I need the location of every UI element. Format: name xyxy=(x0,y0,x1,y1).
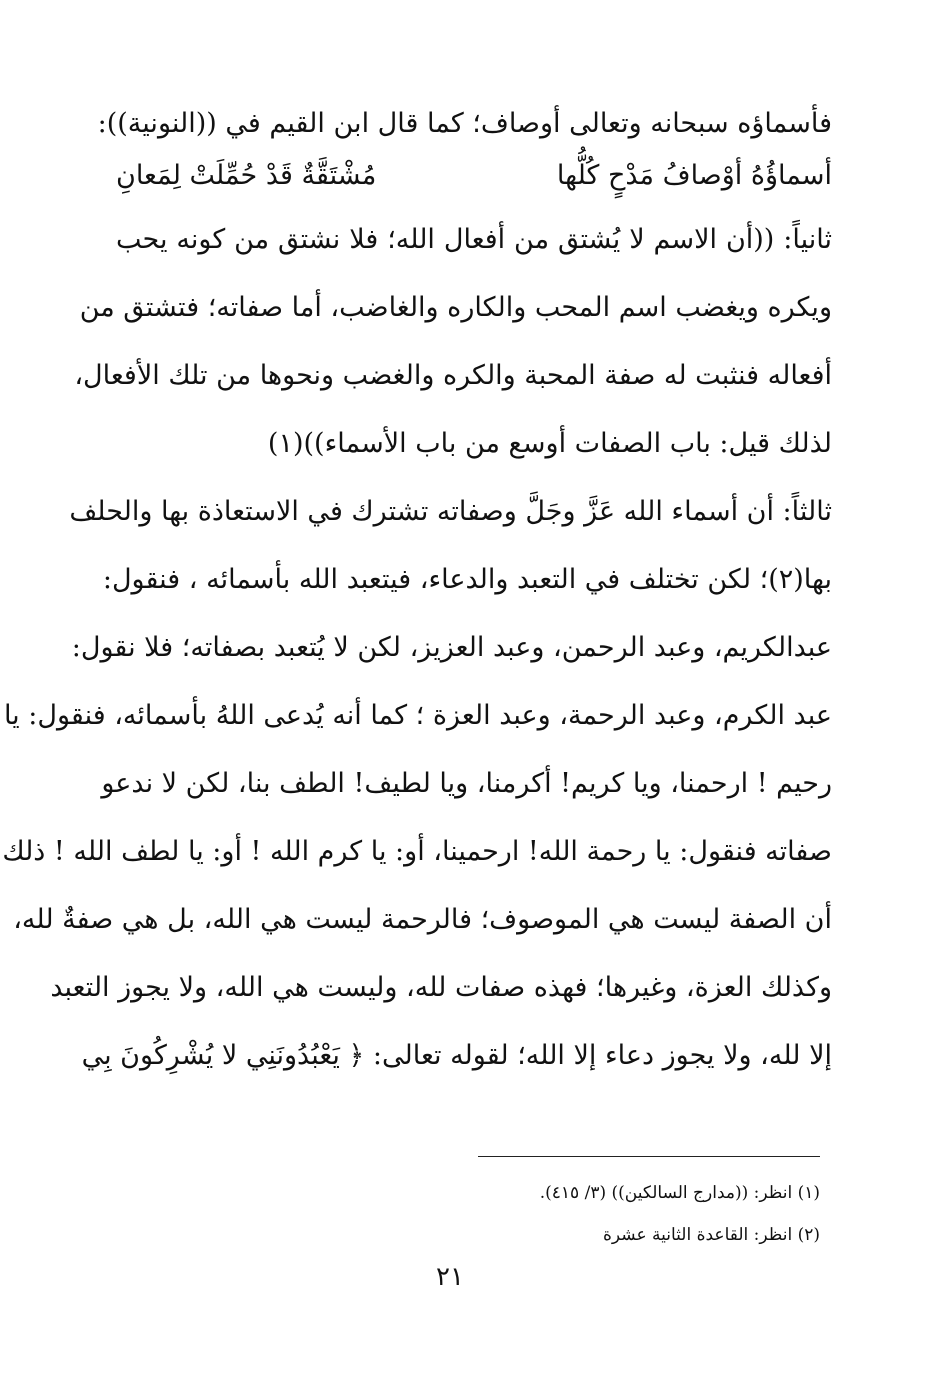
page-number: ٢١ xyxy=(436,1262,464,1292)
text-line: لذلك قيل: باب الصفات أوسع من باب الأسماء))(١) xyxy=(267,428,832,459)
text-line: ثالثاً: أن أسماء الله عَزَّ وجَلَّ وصفاته تشترك في الاستعاذة بها والحلف xyxy=(69,496,832,527)
main-text xyxy=(2,96,832,1096)
footnote-separator xyxy=(478,1156,820,1157)
text-line: عبد الكرم، وعبد الرحمة، وعبد العزة ؛ كما أنه يُدعى اللهُ بأسمائه، فنقول: يا xyxy=(3,700,832,731)
text-line: بها(٢)؛ لكن تختلف في التعبد والدعاء، فيتعبد الله بأسمائه ، فنقول: xyxy=(102,564,832,595)
intro-line: فأسماؤه سبحانه وتعالى أوصاف؛ كما قال ابن القيم في ((النونية)): xyxy=(97,108,832,139)
text-line: عبدالكريم، وعبد الرحمن، وعبد العزيز، لكن لا يُتعبد بصفاته؛ فلا نقول: xyxy=(71,632,832,663)
text-line: رحيم ! ارحمنا، ويا كريم! أكرمنا، ويا لطيف! الطف بنا، لكن لا ندعو xyxy=(101,768,832,799)
text-line: صفاته فنقول: يا رحمة الله! ارحمينا، أو: يا كرم الله ! أو: يا لطف الله ! ذلك xyxy=(2,836,832,867)
text-line: أن الصفة ليست هي الموصوف؛ فالرحمة ليست هي الله، بل هي صفةٌ لله، xyxy=(13,904,832,935)
verse-second-hemistich: مُشْتَقَّةٌ قَدْ حُمِّلَتْ لِمَعانِ xyxy=(116,160,377,191)
text-line: وكذلك العزة، وغيرها؛ فهذه صفات لله، وليست هي الله، ولا يجوز التعبد xyxy=(50,972,832,1003)
footnote-1: (١) انظر: ((مدارج السالكين)) (٣/ ٤١٥). xyxy=(539,1183,820,1203)
footnotes xyxy=(420,1176,820,1260)
footnote-2: (٢) انظر: القاعدة الثانية عشرة xyxy=(603,1225,820,1245)
text-line: إلا لله، ولا يجوز دعاء إلا الله؛ لقوله تعالى: ﴿ يَعْبُدُونَنِي لا يُشْرِكُونَ بِي xyxy=(81,1040,832,1071)
poem-verse xyxy=(116,148,832,212)
text-line: ويكره ويغضب اسم المحب والكاره والغاضب، أما صفاته؛ فتشتق من xyxy=(79,292,832,323)
text-line: ثانياً: ((أن الاسم لا يُشتق من أفعال الله؛ فلا نشتق من كونه يحب xyxy=(116,224,832,255)
verse-first-hemistich: أسماؤُهُ أوْصافُ مَدْحٍ كُلُّها xyxy=(556,160,832,191)
text-line: أفعاله فنثبت له صفة المحبة والكره والغضب ونحوها من تلك الأفعال، xyxy=(74,360,832,391)
